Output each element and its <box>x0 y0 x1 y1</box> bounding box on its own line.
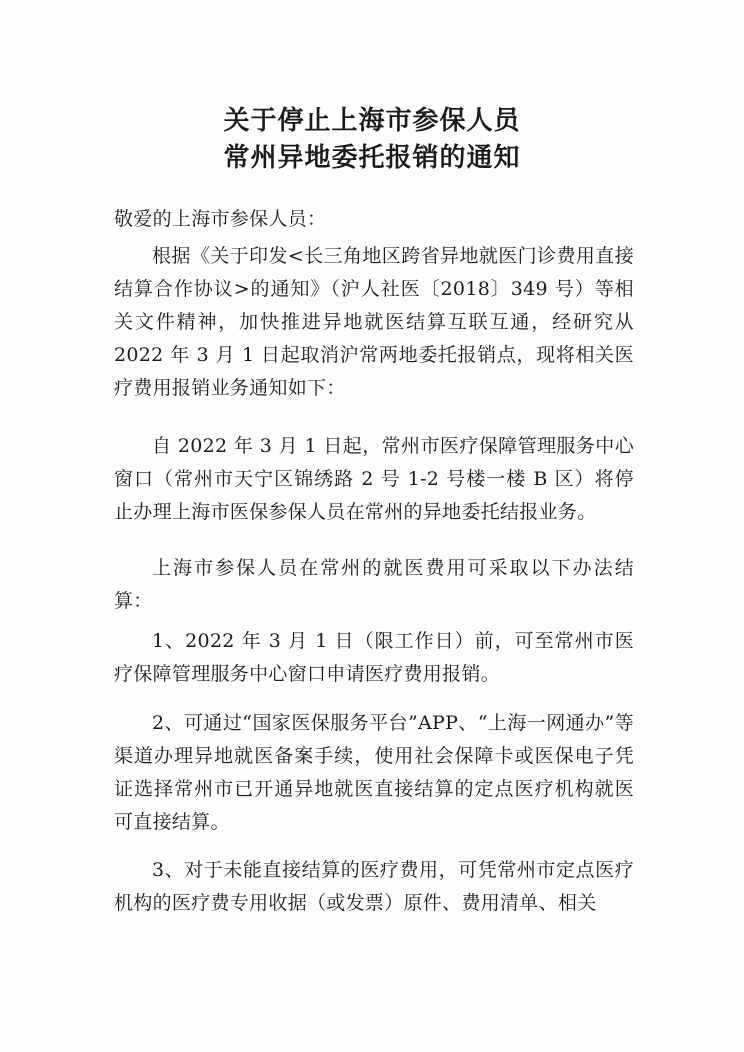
document-title-line-2: 常州异地委托报销的通知 <box>223 143 521 173</box>
document-title-line-1: 关于停止上海市参保人员 <box>223 106 521 136</box>
paragraph-item-2: 2、可通过“国家医保服务平台”APP、“上海一网通办”等渠道办理异地就医备案手续，使用社会保障卡或医保电子凭证选择常州市已开通异地就医直接结算的定点医疗机构就医可直接结算。 <box>114 712 634 833</box>
paragraph-settlement-intro: 上海市参保人员在常州的就医费用可采取以下办法结算： <box>114 557 634 612</box>
paragraph-item-3: 3、对于未能直接结算的医疗费用，可凭常州市定点医疗机构的医疗费专用收据（或发票）原件、费用清单、相关 <box>114 859 634 914</box>
paragraph-item-1: 1、2022 年 3 月 1 日（限工作日）前，可至常州市医疗保障管理服务中心窗口申请医疗费用报销。 <box>114 630 634 685</box>
salutation: 敬爱的上海市参保人员： <box>114 208 327 230</box>
paragraph-stop-notice: 自 2022 年 3 月 1 日起，常州市医疗保障管理服务中心窗口（常州市天宁区锦绣路 2 号 1-2 号楼一楼 B 区）将停止办理上海市医保参保人员在常州的异地委托结报业务。 <box>114 435 634 523</box>
paragraph-basis: 根据《关于印发<长三角地区跨省异地就医门诊费用直接结算合作协议>的通知》（沪人社医〔2018〕349 号）等相关文件精神，加快推进异地就医结算互联互通，经研究从2022 年 3 月 1 日起取消沪常两地委托报销点，现将相关医疗费用报销业务通知如下： <box>114 245 634 399</box>
